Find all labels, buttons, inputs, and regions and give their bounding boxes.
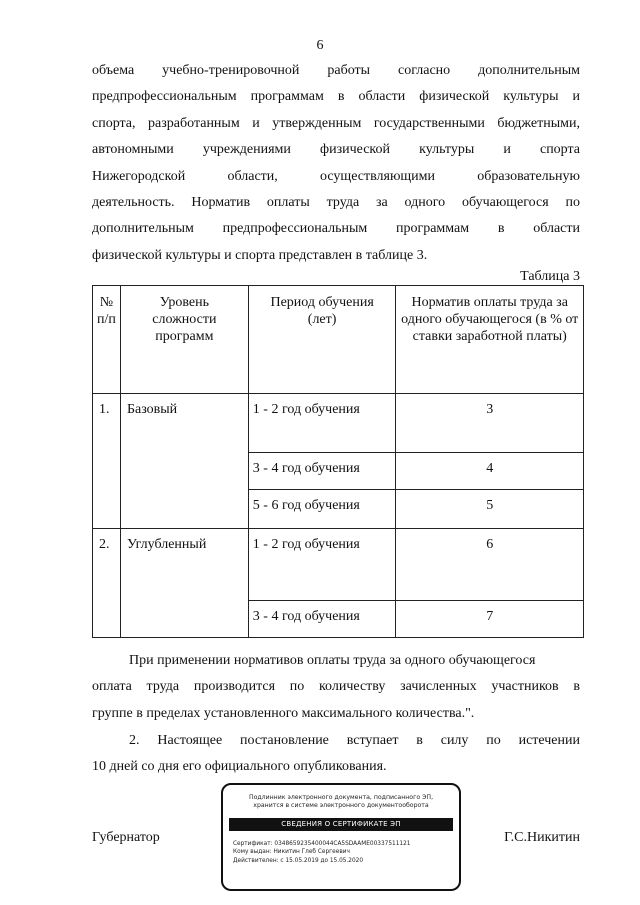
stamp-header-line: Подлинник электронного документа, подписанного ЭП,: [248, 794, 434, 801]
row-period: 5 - 6 год обучения: [248, 490, 396, 529]
paragraph-line: Нижегородской области, осуществляющими образовательную: [92, 168, 580, 184]
table-caption: Таблица 3: [520, 269, 580, 284]
stamp-header-line: хранится в системе электронного документооборота: [253, 802, 429, 809]
row-value: 6: [396, 529, 584, 601]
row-value: 4: [396, 453, 584, 490]
header-level: Уровень сложности программ: [120, 286, 248, 394]
header-norm: Норматив оплаты труда за одного обучающегося (в % от ставки заработной платы): [396, 286, 584, 394]
table-row: [93, 529, 584, 601]
paragraph-line: дополнительным предпрофессиональным программам в области: [92, 221, 580, 237]
header-num: № п/п: [93, 286, 121, 394]
paragraph-line: 2. Настоящее постановление вступает в силу по истечении: [129, 733, 580, 748]
paragraph-line: предпрофессиональным программам в области физической культуры и: [92, 89, 580, 105]
paragraph-line: спорта, разработанным и утвержденным государственными бюджетными,: [92, 115, 580, 131]
e-signature-stamp: [221, 783, 461, 891]
stamp-validity: Действителен: с 15.05.2019 до 15.05.2020: [233, 857, 364, 864]
row-number: 2.: [93, 529, 121, 638]
payment-paragraph: [92, 648, 580, 727]
row-period: 1 - 2 год обучения: [248, 529, 396, 601]
paragraph-line: деятельность. Норматив оплаты труда за одного обучающегося по: [92, 195, 580, 211]
stamp-title-bar: СВЕДЕНИЯ О СЕРТИФИКАТЕ ЭП: [229, 818, 453, 831]
table-header-row: [93, 286, 584, 394]
row-period: 1 - 2 год обучения: [248, 394, 396, 453]
paragraph-line: объема учебно-тренировочной работы согласно дополнительным: [92, 63, 580, 78]
stamp-header: [223, 794, 459, 810]
row-value: 5: [396, 490, 584, 529]
intro-paragraph: [92, 58, 580, 269]
row-level: Базовый: [120, 394, 248, 529]
paragraph-line: физической культуры и спорта представлен в таблице 3.: [92, 247, 428, 263]
row-period: 3 - 4 год обучения: [248, 453, 396, 490]
row-value: 7: [396, 601, 584, 638]
row-period: 3 - 4 год обучения: [248, 601, 396, 638]
header-period: Период обучения (лет): [248, 286, 396, 394]
effective-date-paragraph: [92, 728, 580, 781]
paragraph-line: автономными учреждениями физической культуры и спорта: [92, 142, 580, 158]
paragraph-line: оплата труда производится по количеству зачисленных участников в: [92, 679, 580, 695]
governor-name: Г.С.Никитин: [504, 830, 580, 845]
row-number: 1.: [93, 394, 121, 529]
row-level: Углубленный: [120, 529, 248, 638]
stamp-certificate: Сертификат: 0348659235400044CA5SDAAME00337511121: [233, 841, 411, 847]
stamp-owner: Кому выдан: Никитин Глеб Сергеевич: [233, 849, 350, 856]
row-value: 3: [396, 394, 584, 453]
page-number: 6: [316, 38, 324, 53]
stamp-details: [233, 840, 459, 865]
table-row: [93, 394, 584, 453]
norms-table: [92, 285, 584, 638]
governor-title: Губернатор: [92, 830, 160, 845]
paragraph-line: При применении нормативов оплаты труда за одного обучающегося: [129, 653, 536, 668]
paragraph-line: 10 дней со дня его официального опубликования.: [92, 759, 387, 775]
paragraph-line: группе в пределах установленного максимального количества.".: [92, 705, 475, 721]
